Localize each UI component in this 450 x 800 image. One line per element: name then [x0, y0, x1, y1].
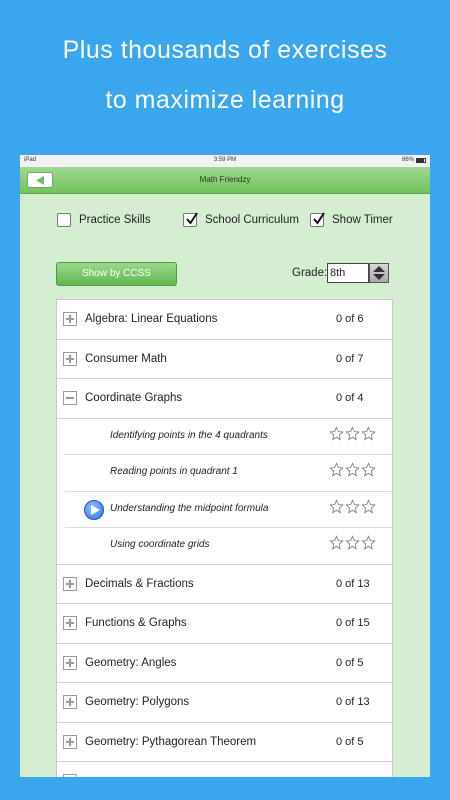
topic-row[interactable]	[57, 300, 392, 340]
star-icon	[345, 462, 360, 477]
topic-row[interactable]	[57, 604, 392, 644]
topic-row[interactable]	[57, 723, 392, 763]
expand-plus-icon[interactable]	[63, 312, 77, 326]
topic-row[interactable]	[57, 340, 392, 380]
practice-skills-checkbox[interactable]	[57, 213, 71, 227]
play-button[interactable]	[84, 500, 104, 520]
topic-count: 0 of 5	[336, 656, 364, 669]
topic-count: 0 of 13	[336, 696, 370, 708]
grade-field[interactable]: 8th	[327, 263, 369, 283]
star-icon	[329, 426, 344, 441]
topic-label: Functions & Graphs	[85, 617, 187, 629]
star-icon	[345, 535, 360, 550]
star-rating	[329, 462, 376, 477]
topic-label: Consumer Math	[85, 352, 167, 365]
subtopic-row[interactable]	[57, 492, 392, 529]
grade-label: Grade:	[292, 267, 328, 279]
checkmark-icon	[184, 211, 200, 227]
status-time: 3:59 PM	[213, 157, 237, 163]
subtopic-row[interactable]	[57, 455, 392, 492]
device-name: iPad	[24, 157, 37, 163]
subtopic-row[interactable]	[57, 419, 392, 456]
up-down-arrows-icon	[373, 266, 385, 280]
show-timer-checkbox[interactable]	[310, 213, 324, 227]
promo-headline-line-2: to maximize learning	[105, 86, 345, 114]
star-icon	[329, 462, 344, 477]
checkmark-icon	[311, 211, 327, 227]
expand-plus-icon[interactable]	[63, 774, 77, 777]
star-rating	[329, 426, 376, 441]
topic-label: Decimals & Fractions	[85, 577, 194, 590]
subtopic-label: Identifying points in the 4 quadrants	[110, 429, 268, 441]
topic-row[interactable]	[57, 379, 392, 419]
battery-icon	[416, 158, 426, 163]
star-rating	[329, 499, 376, 514]
expand-plus-icon[interactable]	[63, 656, 77, 670]
star-rating	[329, 535, 376, 550]
subtopic-label: Using coordinate grids	[110, 539, 210, 550]
school-curriculum-checkbox[interactable]	[183, 213, 197, 227]
star-icon	[361, 426, 376, 441]
subtopic-label: Understanding the midpoint formula	[110, 502, 269, 514]
star-icon	[329, 499, 344, 514]
topic-row[interactable]	[57, 683, 392, 723]
expand-plus-icon[interactable]	[63, 352, 77, 366]
star-icon	[345, 426, 360, 441]
topic-label: Algebra: Linear Equations	[85, 313, 218, 325]
options-row	[20, 213, 430, 235]
show-by-ccss-button[interactable]: Show by CCSS	[56, 262, 177, 286]
topic-count: 0 of 4	[336, 392, 364, 404]
status-bar	[20, 155, 430, 167]
topic-count: 0 of 7	[336, 352, 364, 365]
grade-stepper[interactable]	[369, 263, 389, 283]
school-curriculum-label: School Curriculum	[205, 214, 299, 226]
option-practice-skills[interactable]	[57, 213, 151, 227]
star-icon	[329, 535, 344, 550]
battery-percent: 86%	[401, 157, 414, 163]
option-show-timer[interactable]	[310, 213, 393, 227]
promo-headline-line-1: Plus thousands of exercises	[62, 36, 388, 64]
topic-row[interactable]	[57, 565, 392, 605]
topic-label: Geometry: Polygons	[85, 696, 190, 708]
expand-plus-icon[interactable]	[63, 616, 77, 630]
practice-skills-label: Practice Skills	[79, 214, 151, 226]
expand-plus-icon[interactable]	[63, 695, 77, 709]
star-icon	[361, 535, 376, 550]
show-timer-label: Show Timer	[332, 214, 393, 226]
subtopic-label: Reading points in quadrant 1	[110, 466, 238, 477]
topic-list	[56, 299, 393, 777]
topic-row[interactable]	[57, 762, 392, 777]
star-icon	[361, 499, 376, 514]
topic-row[interactable]	[57, 644, 392, 684]
option-school-curriculum[interactable]	[183, 213, 299, 227]
topic-count: 0 of 5	[336, 735, 364, 748]
play-icon	[91, 505, 100, 515]
topic-count: 0 of 15	[336, 617, 370, 629]
topic-count: 0 of 6	[336, 313, 364, 325]
expand-plus-icon[interactable]	[63, 735, 77, 749]
topic-label: Geometry: Pythagorean Theorem	[85, 735, 257, 748]
device-screen	[20, 155, 430, 777]
topic-label: Geometry: Angles	[85, 656, 177, 669]
star-icon	[361, 462, 376, 477]
collapse-minus-icon[interactable]	[63, 391, 77, 405]
topic-count: 0 of 13	[336, 577, 370, 590]
nav-bar	[20, 167, 430, 194]
subtopic-row[interactable]	[57, 528, 392, 565]
topic-label: Coordinate Graphs	[85, 392, 183, 404]
expand-plus-icon[interactable]	[63, 577, 77, 591]
star-icon	[345, 499, 360, 514]
nav-title: Math Friendzy	[199, 175, 251, 184]
